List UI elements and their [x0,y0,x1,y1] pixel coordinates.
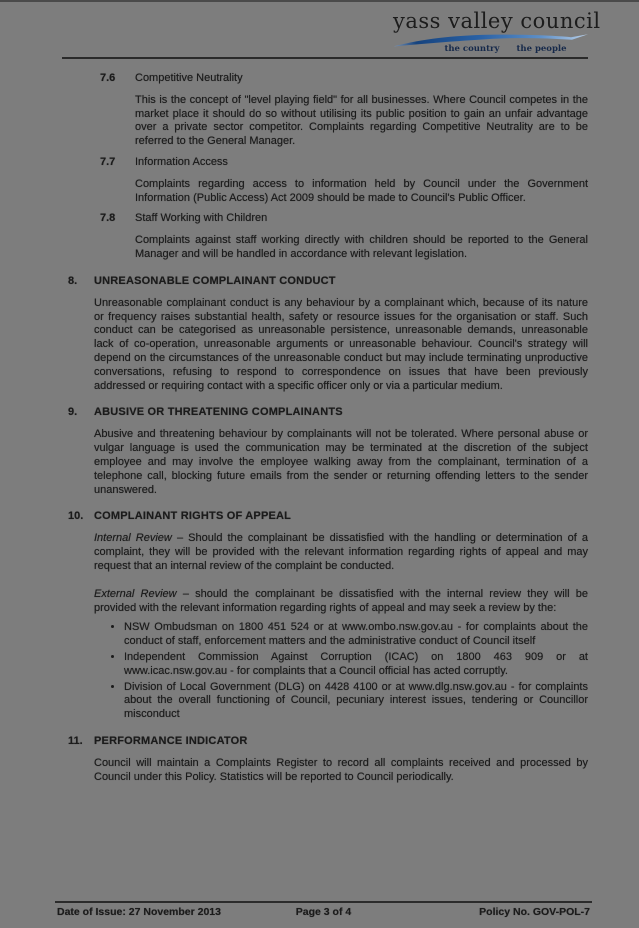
list-item-dlg: • Division of Local Government (DLG) on 4428 4100 or at www.dlg.nsw.gov.au - for complaints about the overall functioning of Council, pecuniary interest issues, tendering or Councillor misconduct [124,681,588,722]
subsection-7-7 [62,156,588,205]
logo-title: yass valley council [393,9,601,33]
section-number: 9. [68,406,78,419]
page-footer [55,901,592,920]
internal-review-lead: Internal Review [94,532,172,545]
section-number: 8. [68,274,78,287]
section-paragraph: Complaints regarding access to information held by Council under the Government Information (Public Access) Act 2009 should be made to Council's Public Officer. [135,177,588,204]
section-paragraph: Complaints against staff working directly with children should be reported to the General Manager and will be handled in accordance with relevant legislation. [135,234,588,261]
section-title: ABUSIVE OR THREATENING COMPLAINANTS [94,406,343,419]
section-title: COMPLAINANT RIGHTS OF APPEAL [94,510,292,523]
list-item-nsw-ombudsman: • NSW Ombudsman on 1800 451 524 or at www.ombo.nsw.gov.au - for complaints about the conduct of staff, enforcement matters and the administrative conduct of Council itself [124,621,588,649]
council-logo [393,9,601,55]
section-title: Staff Working with Children [135,212,268,225]
document-body [62,59,588,901]
section-paragraph: This is the concept of "level playing field" for all businesses. Where Council competes in the market place it should do so without utilising its public position to gain an unfair advantage over a private sector competitor. Complaints regarding Competitive Neutrality are to be referred to the General Manager. [135,93,588,148]
section-title: UNREASONABLE COMPLAINANT CONDUCT [94,274,336,287]
section-8 [62,275,588,394]
section-number: 11. [68,734,83,747]
subsection-7-6 [62,72,588,149]
subsection-7-8 [62,212,588,261]
internal-review-paragraph: Internal Review – Should the complainant be dissatisfied with the handling or determination of a complaint, they will be provided with the relevant information regarding rights of appeal and may request that an internal review of the complaint be conducted. [94,532,588,572]
section-number: 7.8 [100,212,116,225]
section-title: Information Access [135,156,228,169]
footer-policy-number: Policy No. GOV-POL-7 [479,906,591,918]
section-title: PERFORMANCE INDICATOR [94,734,248,747]
logo-tagline [393,44,588,54]
page-header [62,9,601,55]
section-11 [62,735,588,785]
section-paragraph: Abusive and threatening behaviour by complainants will not be tolerated. Where personal abuse or vulgar language is used the communication may be terminated at the discretion of the subject employee and may involve the employee walking away from the complainant, termination of a telephone call, blocking future emails from the sender or returning offending letters to the sender unanswered. [94,428,588,496]
footer-date-of-issue: Date of Issue: 27 November 2013 [57,906,221,918]
appeal-bodies-list [94,621,588,722]
tagline-people: the people [516,44,567,55]
section-number: 10. [68,510,84,523]
tagline-country: the country [444,44,500,55]
section-number: 7.7 [100,156,116,169]
external-review-lead: External Review [94,587,177,600]
section-number: 7.6 [100,72,116,85]
section-title: Competitive Neutrality [135,72,243,85]
list-item-icac: • Independent Commission Against Corruption (ICAC) on 1800 463 909 or at www.icac.nsw.gov.au - for complaints that a Council official has acted corruptly. [124,651,588,679]
section-paragraph: Council will maintain a Complaints Register to record all complaints received and processed by Council under this Policy. Statistics will be reported to Council periodically. [94,756,588,783]
section-10 [62,510,588,722]
section-9 [62,406,588,497]
footer-page-number: Page 3 of 4 [295,906,352,918]
section-paragraph: Unreasonable complainant conduct is any behaviour by a complainant which, because of its nature or frequency raises substantial health, safety or resource issues for the organisation or staff. Such conduct can be categorised as unreasonable persistence, unreasonable demands, unreasonable lack of co-operation, unreasonable arguments or unreasonable behaviour. Council's strategy will depend on the circumstances of the unreasonable conduct but may include terminating unproductive conversations, refusing to respond to correspondence on issues that have been previously addressed or requiring contact with a specific officer only or via a particular medium. [94,296,588,392]
external-review-paragraph: External Review – should the complainant be dissatisfied with the internal review they will be provided with the relevant information regarding rights of appeal and may seek a review by the: [94,587,588,614]
